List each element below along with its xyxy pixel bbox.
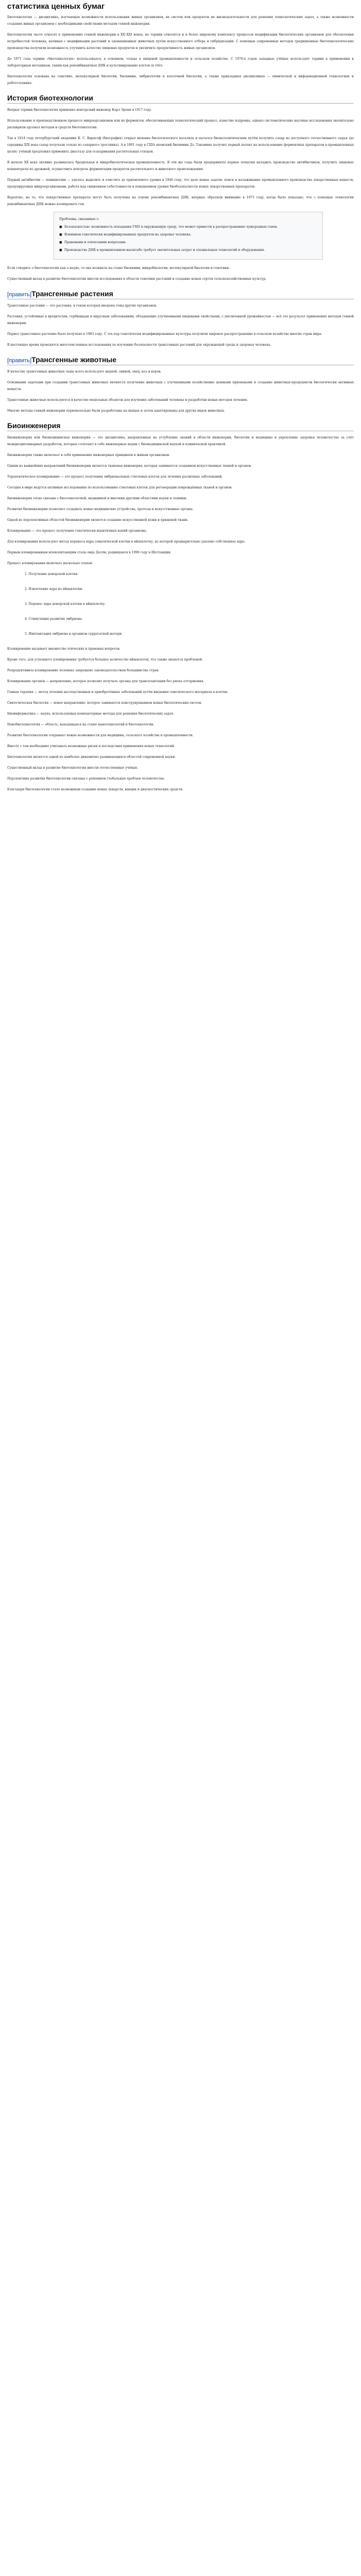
paragraph: В качестве трансгенных животных чаще всего используют мышей, свиней, овец, коз и коров. <box>7 370 162 374</box>
info-box-caption: Проблемы, связанные с: <box>59 217 99 221</box>
paragraph: Биоинженерия также включает в себя применение инженерных принципов к живым организмам. <box>7 453 170 457</box>
paragraph: Трансгенные растения — это растения, в геном которых введены гены других организмов. <box>7 304 157 308</box>
paragraph: Первый антибиотик — пенициллин — удалось выделить и очистить до приемлемого уровня в 1940 году, что дало новые задачи: поиск и налаживание промышленного производства лекарственных веществ, продуцируемых микроорганизмами, работа над снижением себестоимости и повышением уровня биобезопасности новых лекарственных препаратов. <box>7 178 354 189</box>
list-item: ■ Влиянием генетически модифицированных продуктов на здоровье человека. <box>59 233 192 236</box>
paragraph: Клонирование вызывает множество этических и правовых вопросов. <box>7 647 121 651</box>
intro-paragraph: Биотехнология основана на генетике, молекулярной биологии, биохимии, эмбриологии и клеточной биологии, а также прикладных дисциплинах — химической и информационной технологиях и робототехнике. <box>7 75 354 85</box>
paragraph: Растения, устойчивые к вредителям, гербицидам и вирусным заболеваниям, обладающие улучшенными пищевыми свойствами, с увеличенной урожайностью — всё это результат применения методов генной инженерии. <box>7 315 354 325</box>
paragraph: Синтетическая биология — новое направление, которое занимается конструированием новых биологических систем. <box>7 701 202 705</box>
paragraph: Биоинженерия тесно связана с биотехнологией, медициной и многими другими областями науки и техники. <box>7 497 187 500</box>
paragraph: В начале XX века активно развивалась бродильная и микробиологическая промышленность. В эти же годы были предприняты первые попытки наладить производство антибиотиков, получить пищевые концентраты из дрожжей, осуществить контроль ферментации продуктов растительного и животного происхождения. <box>7 161 354 171</box>
paragraph: Клонирование — это процесс получения генетически идентичных копий организма. <box>7 529 147 533</box>
paragraph: Кроме того, для успешного клонирования требуется большое количество яйцеклеток, что также является проблемой. <box>7 658 203 662</box>
list-item: 1. Получение донорской клетки. <box>25 572 79 576</box>
paragraph: Терапевтическое клонирование — это процесс получения эмбриональных стволовых клеток для лечения различных заболеваний. <box>7 475 223 479</box>
section-heading-animals: [править]Трансгенные животные <box>7 355 354 365</box>
info-box <box>54 212 323 260</box>
list-item: 5. Имплантация эмбриона в организм суррогатной матери. <box>25 632 123 636</box>
square-bullet-icon: ■ <box>59 233 62 236</box>
section-heading-bioengineering: Биоинженерия <box>7 421 354 431</box>
edit-link[interactable]: [править] <box>7 292 32 298</box>
paragraph: Биотехнология является одной из наиболее динамично развивающихся областей современной науки. <box>7 755 176 759</box>
paragraph: Репродуктивное клонирование человека запрещено законодательством большинства стран. <box>7 669 160 672</box>
paragraph: Клонирование органов — направление, которое позволит получать органы для трансплантации без риска отторжения. <box>7 680 204 683</box>
paragraph: Развитие биотехнологии открывает новые возможности для медицины, сельского хозяйства и промышленности. <box>7 734 194 737</box>
article <box>0 0 361 793</box>
paragraph: Многие методы генной инженерии первоначально были разработаны на мышах и затем адаптированы для других видов животных. <box>7 409 225 413</box>
paragraph: Нанобиотехнология — область, находящаяся на стыке нанотехнологий и биотехнологии. <box>7 723 154 726</box>
paragraph: Развитие биоинженерии позволяет создавать новые медицинские устройства, протезы и искусственные органы. <box>7 507 194 511</box>
paragraph: Первым клонированным млекопитающим стала овца Долли, родившаяся в 1996 году в Шотландии. <box>7 551 171 554</box>
section-heading-history: История биотехнологии <box>7 94 354 104</box>
paragraph: Существенный вклад в развитие биотехнологии внесли отечественные учёные. <box>7 766 139 770</box>
steps-list <box>25 571 354 637</box>
paragraph: Благодаря биотехнологии стало возможным создание новых лекарств, вакцин и диагностических средств. <box>7 788 183 791</box>
paragraph: Вероятно, на то, что лекарственные препараты могут быть получены на основе рекомбинантных ДНК, впервые обратили внимание в 1973 году, когда было показано, что с помощью технологии рекомбинантных ДНК можно клонировать ген. <box>7 196 354 206</box>
square-bullet-icon: ■ <box>59 248 62 252</box>
paragraph: Так в 1814 году петербургский академик К. С. Кирхгоф (биография) открыл явление биологического катализа и пытался биокаталитическим путём получить сахар из доступного отечественного сырья (до середины XIX века сахар получали только из сахарного тростника). А в 1891 году в США японский биохимик Дз. Такамине получил первый патент на использование ферментных препаратов в промышленных целях: учёный предложил применить диастазу для осахаривания растительных отходов. <box>7 137 354 154</box>
list-item: ■ Правовыми и этическими вопросами. <box>59 241 127 244</box>
paragraph: Первое трансгенное растение было получено в 1983 году. С тех пор генетически модифицированные культуры получили широкое распространение в сельском хозяйстве многих стран мира. <box>7 332 322 336</box>
list-item: ■ Производство ДНК в промышленном масштабе требует значительных затрат и специальных технологий и оборудования. <box>59 248 265 252</box>
paragraph: Вперые термин биотехнология применил венгерский инженер Карл Эреки в 1917 году. <box>7 108 152 112</box>
paragraph: Генная терапия — метод лечения наследственных и приобретённых заболеваний путём введения генетического материала в клетки. <box>7 690 229 694</box>
paragraph: Существенный вклад в развитие биотехнологии внесли исследования в области генетики растений и создание новых сортов сельскохозяйственных культур. <box>7 277 267 281</box>
list-item: 3. Перенос ядра донорской клетки в яйцеклетку. <box>25 602 106 606</box>
paragraph: Биоинформатика — наука, использующая компьютерные методы для решения биологических задач. <box>7 712 175 716</box>
paragraph: Если говорить о биотехнологии как о науке, то она возникла на стыке биохимии, микробиологии, молекулярной биологии и генетики. <box>7 266 230 270</box>
paragraph: Трансгенные животные используются в качестве модельных объектов для изучения заболеваний человека и разработки новых методов лечения. <box>7 398 248 402</box>
paragraph: Одним из важнейших направлений биоинженерии является тканевая инженерия, которая занимается созданием искусственных тканей и органов. <box>7 464 252 468</box>
paragraph: Для клонирования используют метод переноса ядра соматической клетки в яйцеклетку, из которой предварительно удалено собственное ядро. <box>7 540 246 544</box>
section-heading-plants: [править]Трансгенные растения <box>7 290 354 299</box>
paragraph: Перспективы развития биотехнологии связаны с решением глобальных проблем человечества. <box>7 777 165 781</box>
list-item: 4. Стимуляция развития эмбриона. <box>25 617 83 621</box>
paragraph: Использование в производственном процессе микроорганизмов или их ферментов, обеспечивающих технологический процесс, известно издревна, однако систематические научные исследования значительно расширили арсенал методов и средств биотехнологии. <box>7 119 354 129</box>
page-title: статистика ценных бумаг <box>7 2 105 11</box>
paragraph: Одной из перспективных областей биоинженерии является создание искусственной кожи и хрящевой ткани. <box>7 518 188 522</box>
intro-paragraph: Биотехнологии часто относят к применению генной инженерии в XX–XXI веках, но термин относится и к более широкому комплексу процессов модификации биологических организмов для обеспечения потребностей человека, начиная с модификации растений и одомашненных животных путём искусственного отбора и гибридизации. С помощью современных методов традиционные биотехнологические производства получили возможность улучшить качество пищевых продуктов и увеличить продуктивность живых организмов. <box>7 33 354 50</box>
edit-link[interactable]: [править] <box>7 358 32 364</box>
info-box-list <box>59 224 317 253</box>
paragraph: Основными задачами при создании трансгенных животных являются получение животных с улучшенными хозяйственно ценными признаками и создание животных-продуцентов биологически активных веществ. <box>7 381 354 391</box>
intro-paragraph: Биотехнология — дисциплина, изучающая возможности использования живых организмов, их систем или продуктов их жизнедеятельности для решения технологических задач, а также возможности создания живых организмов с необходимыми свойствами методом генной инженерии. <box>7 15 354 26</box>
paragraph: В настоящее время проводятся многочисленные исследования по изучению безопасности трансгенных растений для окружающей среды и здоровья человека. <box>7 343 271 347</box>
list-item: ■ Безопасностью: возможность попадания ГМО в окружающую среду, что может привести к распространению чужеродных генов. <box>59 225 278 229</box>
list-item: 2. Извлечение ядра из яйцеклетки. <box>25 587 83 591</box>
paragraph: Процесс клонирования включает несколько этапов: <box>7 562 93 565</box>
paragraph: Биоинженерия или биомедицинская инженерия — это дисциплина, направленная на углубление знаний в области инженерии, биологии и медицины и укрепление здоровья человечества за счёт междисциплинарных разработок, которые сочетают в себе инженерные науки с биомедицинской наукой и клинической практикой. <box>7 436 354 446</box>
intro-paragraph: До 1971 года термин «биотехнология» использовался, в основном, только в пищевой промышленности и сельском хозяйстве. С 1970-х годов западные учёные используют термин в применении к лабораторным методикам, таким как рекомбинантная ДНК и культивирование клеток in vitro. <box>7 57 354 67</box>
square-bullet-icon: ■ <box>59 241 62 244</box>
paragraph: Вместе с тем необходимо учитывать возможные риски и последствия применения новых технологий. <box>7 744 175 748</box>
paragraph: Сегодня в мире ведутся активные исследования по использованию стволовых клеток для регенерации повреждённых тканей и органов. <box>7 486 233 489</box>
square-bullet-icon: ■ <box>59 225 62 229</box>
